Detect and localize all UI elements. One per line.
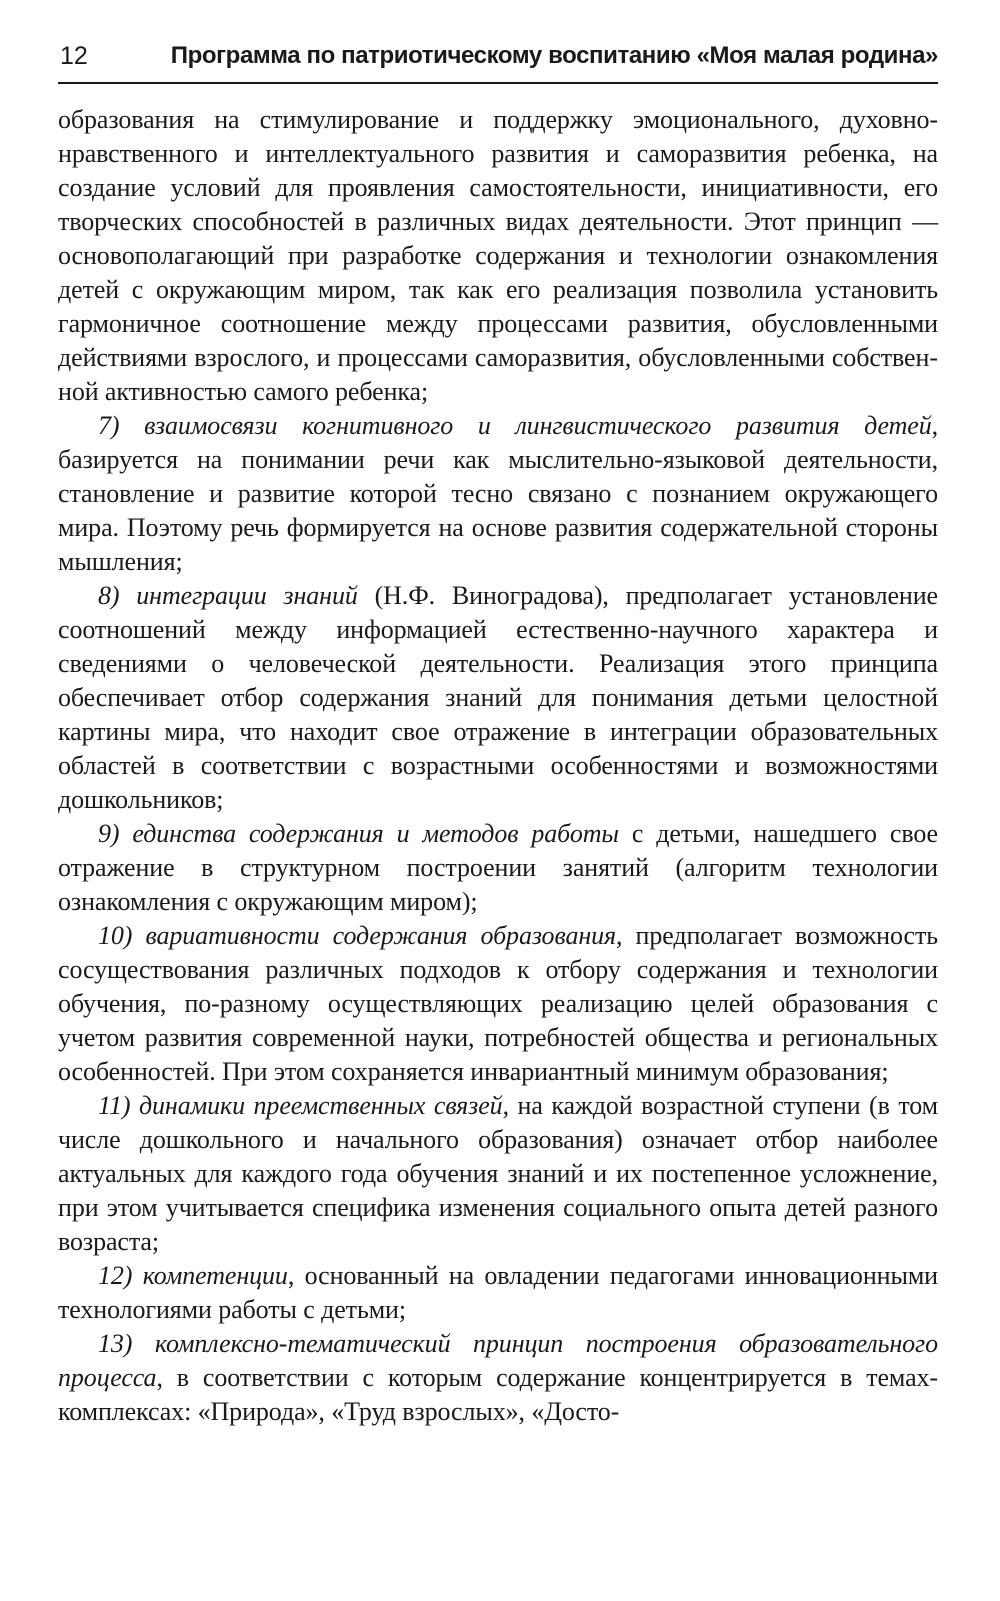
principle-term: 8) интеграции знаний (98, 581, 358, 610)
principle-paragraph-13 (58, 1327, 938, 1429)
paragraph-text: с детьми, нашедшего свое отражение в структурном построении занятий (алгоритм технологии ознакомления с окружающим миром); (58, 819, 938, 916)
principle-paragraph-9 (58, 817, 938, 919)
principle-paragraph-12 (58, 1259, 938, 1327)
principle-paragraph-8 (58, 579, 938, 817)
principle-term: 11) динамики преемственных связей (98, 1091, 503, 1120)
principle-paragraph-10 (58, 919, 938, 1089)
page-header (58, 38, 938, 84)
principle-paragraph-11 (58, 1089, 938, 1259)
body-text (58, 103, 938, 1429)
principle-term: 7) взаимосвязи когнитивного и лингвистического развития детей (98, 411, 932, 440)
principle-term: 9) единства содержания и методов работы (98, 819, 619, 848)
paragraph-continued (58, 103, 938, 409)
paragraph-text: образования на стимулирование и поддержку эмоционального, духовно-нравственного и интеллектуального развития и саморазвития ребенка, на создание условий для проявления самостоятельности, инициативности, его творческих способностей в различных видах деятельности. Этот принцип — основополагающий при разработке содержания и технологии ознакомления детей с окружающим миром, так как его реализация позволила установить гармоничное соотношение между процессами развития, обусловленными действиями взрослого, и процессами саморазвития, обусловленными собственной активностью самого ребенка; (58, 105, 938, 406)
paragraph-text: , базируется на понимании речи как мыслительно-языковой деятельности, становление и развитие которой тесно связано с познанием окружающего мира. Поэтому речь формируется на основе развития содержательной стороны мышления; (58, 411, 938, 576)
paragraph-text: , предполагает возможность сосуществования различных подходов к отбору содержания и технологии обучения, по-разному осуществляющих реализацию целей образования с учетом развития современной науки, потребностей общества и региональных особенностей. При этом сохраняется инвариантный минимум образования; (58, 921, 938, 1086)
running-title: Программа по патриотическому воспитанию «Моя малая родина» (170, 42, 938, 69)
paragraph-text: , основанный на овладении педагогами инновационными технологиями работы с детьми; (58, 1261, 938, 1324)
principle-term: 10) вариативности содержания образования (98, 921, 617, 950)
page-number: 12 (60, 42, 88, 70)
paragraph-text: , в соответствии с которым содержание концентрируется в темах-комплексах: «Природа», «Труд взрослых», «Досто- (58, 1363, 938, 1426)
paragraph-text: , на каждой возрастной ступени (в том числе дошкольного и начального образования) означает отбор наиболее актуальных для каждого года обучения знаний и их постепенное усложнение, при этом учитывается специфика изменения социального опыта детей разного возраста; (58, 1091, 938, 1256)
principle-term: 13) комплексно-тематический принцип построения образовательного процесса (58, 1329, 938, 1392)
paragraph-text: (Н.Ф. Виноградова), предполагает установление соотношений между информацией естественно-научного характера и сведениями о человеческой деятельности. Реализация этого принципа обеспечивает отбор содержания знаний для понимания детьми целостной картины мира, что находит свое отражение в интеграции образовательных областей в соответствии с возрастными особенностями и возможностями дошкольников; (58, 581, 938, 814)
principle-term: 12) компетенции (98, 1261, 288, 1290)
principle-paragraph-7 (58, 409, 938, 579)
